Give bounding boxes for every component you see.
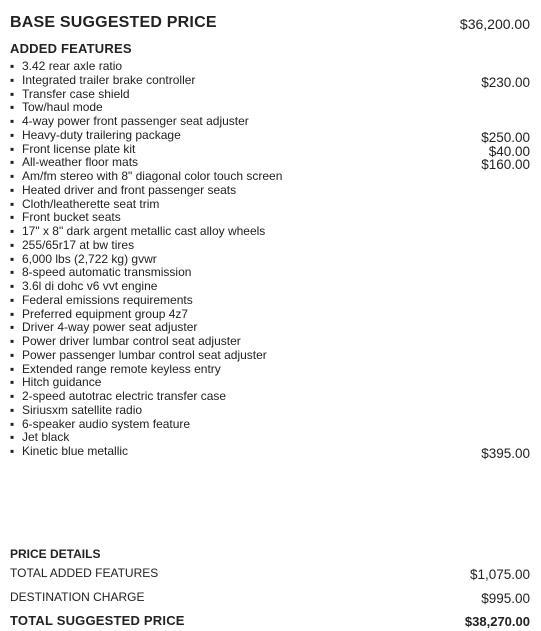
total-suggested-price-value: $38,270.00 [464,614,530,629]
feature-item [10,349,530,363]
feature-label: 17" x 8" dark argent metallic cast alloy wheels [22,224,266,238]
feature-label: Driver 4-way power seat adjuster [22,320,198,335]
feature-item [10,88,530,102]
base-price-value: $36,200.00 [459,16,530,32]
feature-label: Integrated trailer brake controller [22,72,196,87]
total-added-features-value: $1,075.00 [469,567,530,582]
feature-item [10,115,530,129]
feature-price: $230.00 [481,74,530,90]
added-features-heading: ADDED FEATURES [10,41,132,56]
feature-label: 6-speaker audio system feature [22,416,191,431]
bullet-icon: ▪ [10,251,15,266]
feature-label: Front license plate kit [22,141,136,156]
feature-item [10,60,530,74]
feature-label: Extended range remote keyless entry [22,361,221,376]
feature-item [10,198,530,212]
bullet-icon: ▪ [10,306,15,321]
feature-item [10,445,530,459]
bullet-icon: ▪ [10,210,15,225]
feature-item [10,170,530,184]
bullet-icon: ▪ [10,182,15,197]
feature-item [10,335,530,349]
feature-item [10,239,530,253]
feature-item [10,74,530,88]
bullet-icon: ▪ [10,375,15,390]
feature-item [10,308,530,322]
feature-item [10,184,530,198]
feature-item [10,225,530,239]
feature-item [10,418,530,432]
bullet-icon: ▪ [10,402,15,417]
total-suggested-price-label: TOTAL SUGGESTED PRICE [10,613,185,628]
added-features-list [10,60,530,459]
destination-charge-label: DESTINATION CHARGE [10,590,145,604]
feature-label: Jet black [22,430,70,445]
feature-price: $160.00 [481,157,530,173]
feature-label: Transfer case shield [22,86,130,101]
feature-item [10,390,530,404]
bullet-icon: ▪ [10,224,15,238]
bullet-icon: ▪ [10,347,15,362]
feature-label: Power driver lumbar control seat adjuster [22,334,241,348]
feature-label: Heated driver and front passenger seats [22,182,237,197]
bullet-icon: ▪ [10,361,15,376]
base-price-row [10,14,530,34]
feature-label: Federal emissions requirements [22,292,193,307]
bullet-icon: ▪ [10,169,15,183]
total-added-features-label: TOTAL ADDED FEATURES [10,566,159,580]
feature-price: $250.00 [481,129,530,145]
feature-item [10,321,530,335]
bullet-icon: ▪ [10,72,15,87]
feature-label: Siriusxm satellite radio [22,402,143,417]
bullet-icon: ▪ [10,59,15,73]
feature-label: Tow/haul mode [22,100,103,115]
feature-item [10,143,530,157]
bullet-icon: ▪ [10,237,15,252]
feature-label: 3.42 rear axle ratio [22,59,123,73]
base-price-title: BASE SUGGESTED PRICE [10,14,217,31]
feature-label: Kinetic blue metallic [22,444,129,458]
total-suggested-price-row [10,613,530,631]
feature-label: Cloth/leatherette seat trim [22,196,160,211]
feature-item [10,155,530,173]
bullet-icon: ▪ [10,141,15,156]
bullet-icon: ▪ [10,444,15,458]
feature-label: 2-speed autotrac electric transfer case [22,389,227,403]
feature-item [10,294,530,308]
feature-label: 6,000 lbs (2,722 kg) gvwr [22,251,157,266]
feature-item [10,363,530,377]
feature-item [10,404,530,418]
destination-charge-row [10,590,530,608]
feature-item [10,280,530,294]
feature-item [10,253,530,267]
bullet-icon: ▪ [10,389,15,403]
feature-item [10,129,530,143]
bullet-icon: ▪ [10,127,15,142]
feature-label: 255/65r17 at bw tires [22,237,135,252]
bullet-icon: ▪ [10,430,15,445]
bullet-icon: ▪ [10,292,15,307]
feature-label: Am/fm stereo with 8" diagonal color touch screen [22,169,283,183]
feature-label: Heavy-duty trailering package [22,127,181,142]
total-added-features-row [10,566,530,584]
feature-label: Front bucket seats [22,210,121,225]
feature-item [10,376,530,390]
feature-label: Hitch guidance [22,375,102,390]
feature-label: Power passenger lumbar control seat adjuster [22,347,267,362]
feature-item [10,211,530,225]
feature-label: 8-speed automatic transmission [22,265,192,280]
bullet-icon: ▪ [10,320,15,335]
feature-item [10,431,530,445]
bullet-icon: ▪ [10,416,15,431]
feature-label: 3.6l di dohc v6 vvt engine [22,279,158,293]
feature-item [10,266,530,280]
bullet-icon: ▪ [10,155,15,170]
bullet-icon: ▪ [10,279,15,293]
bullet-icon: ▪ [10,265,15,280]
price-details-heading: PRICE DETAILS [10,547,101,561]
feature-item [10,101,530,115]
feature-price: $40.00 [488,143,530,159]
bullet-icon: ▪ [10,86,15,101]
feature-label: Preferred equipment group 4z7 [22,306,189,321]
feature-label: All-weather floor mats [22,155,139,170]
bullet-icon: ▪ [10,334,15,348]
bullet-icon: ▪ [10,114,15,128]
destination-charge-value: $995.00 [481,591,530,606]
bullet-icon: ▪ [10,100,15,115]
bullet-icon: ▪ [10,196,15,211]
feature-price: $395.00 [481,446,530,461]
feature-label: 4-way power front passenger seat adjuster [22,114,249,128]
